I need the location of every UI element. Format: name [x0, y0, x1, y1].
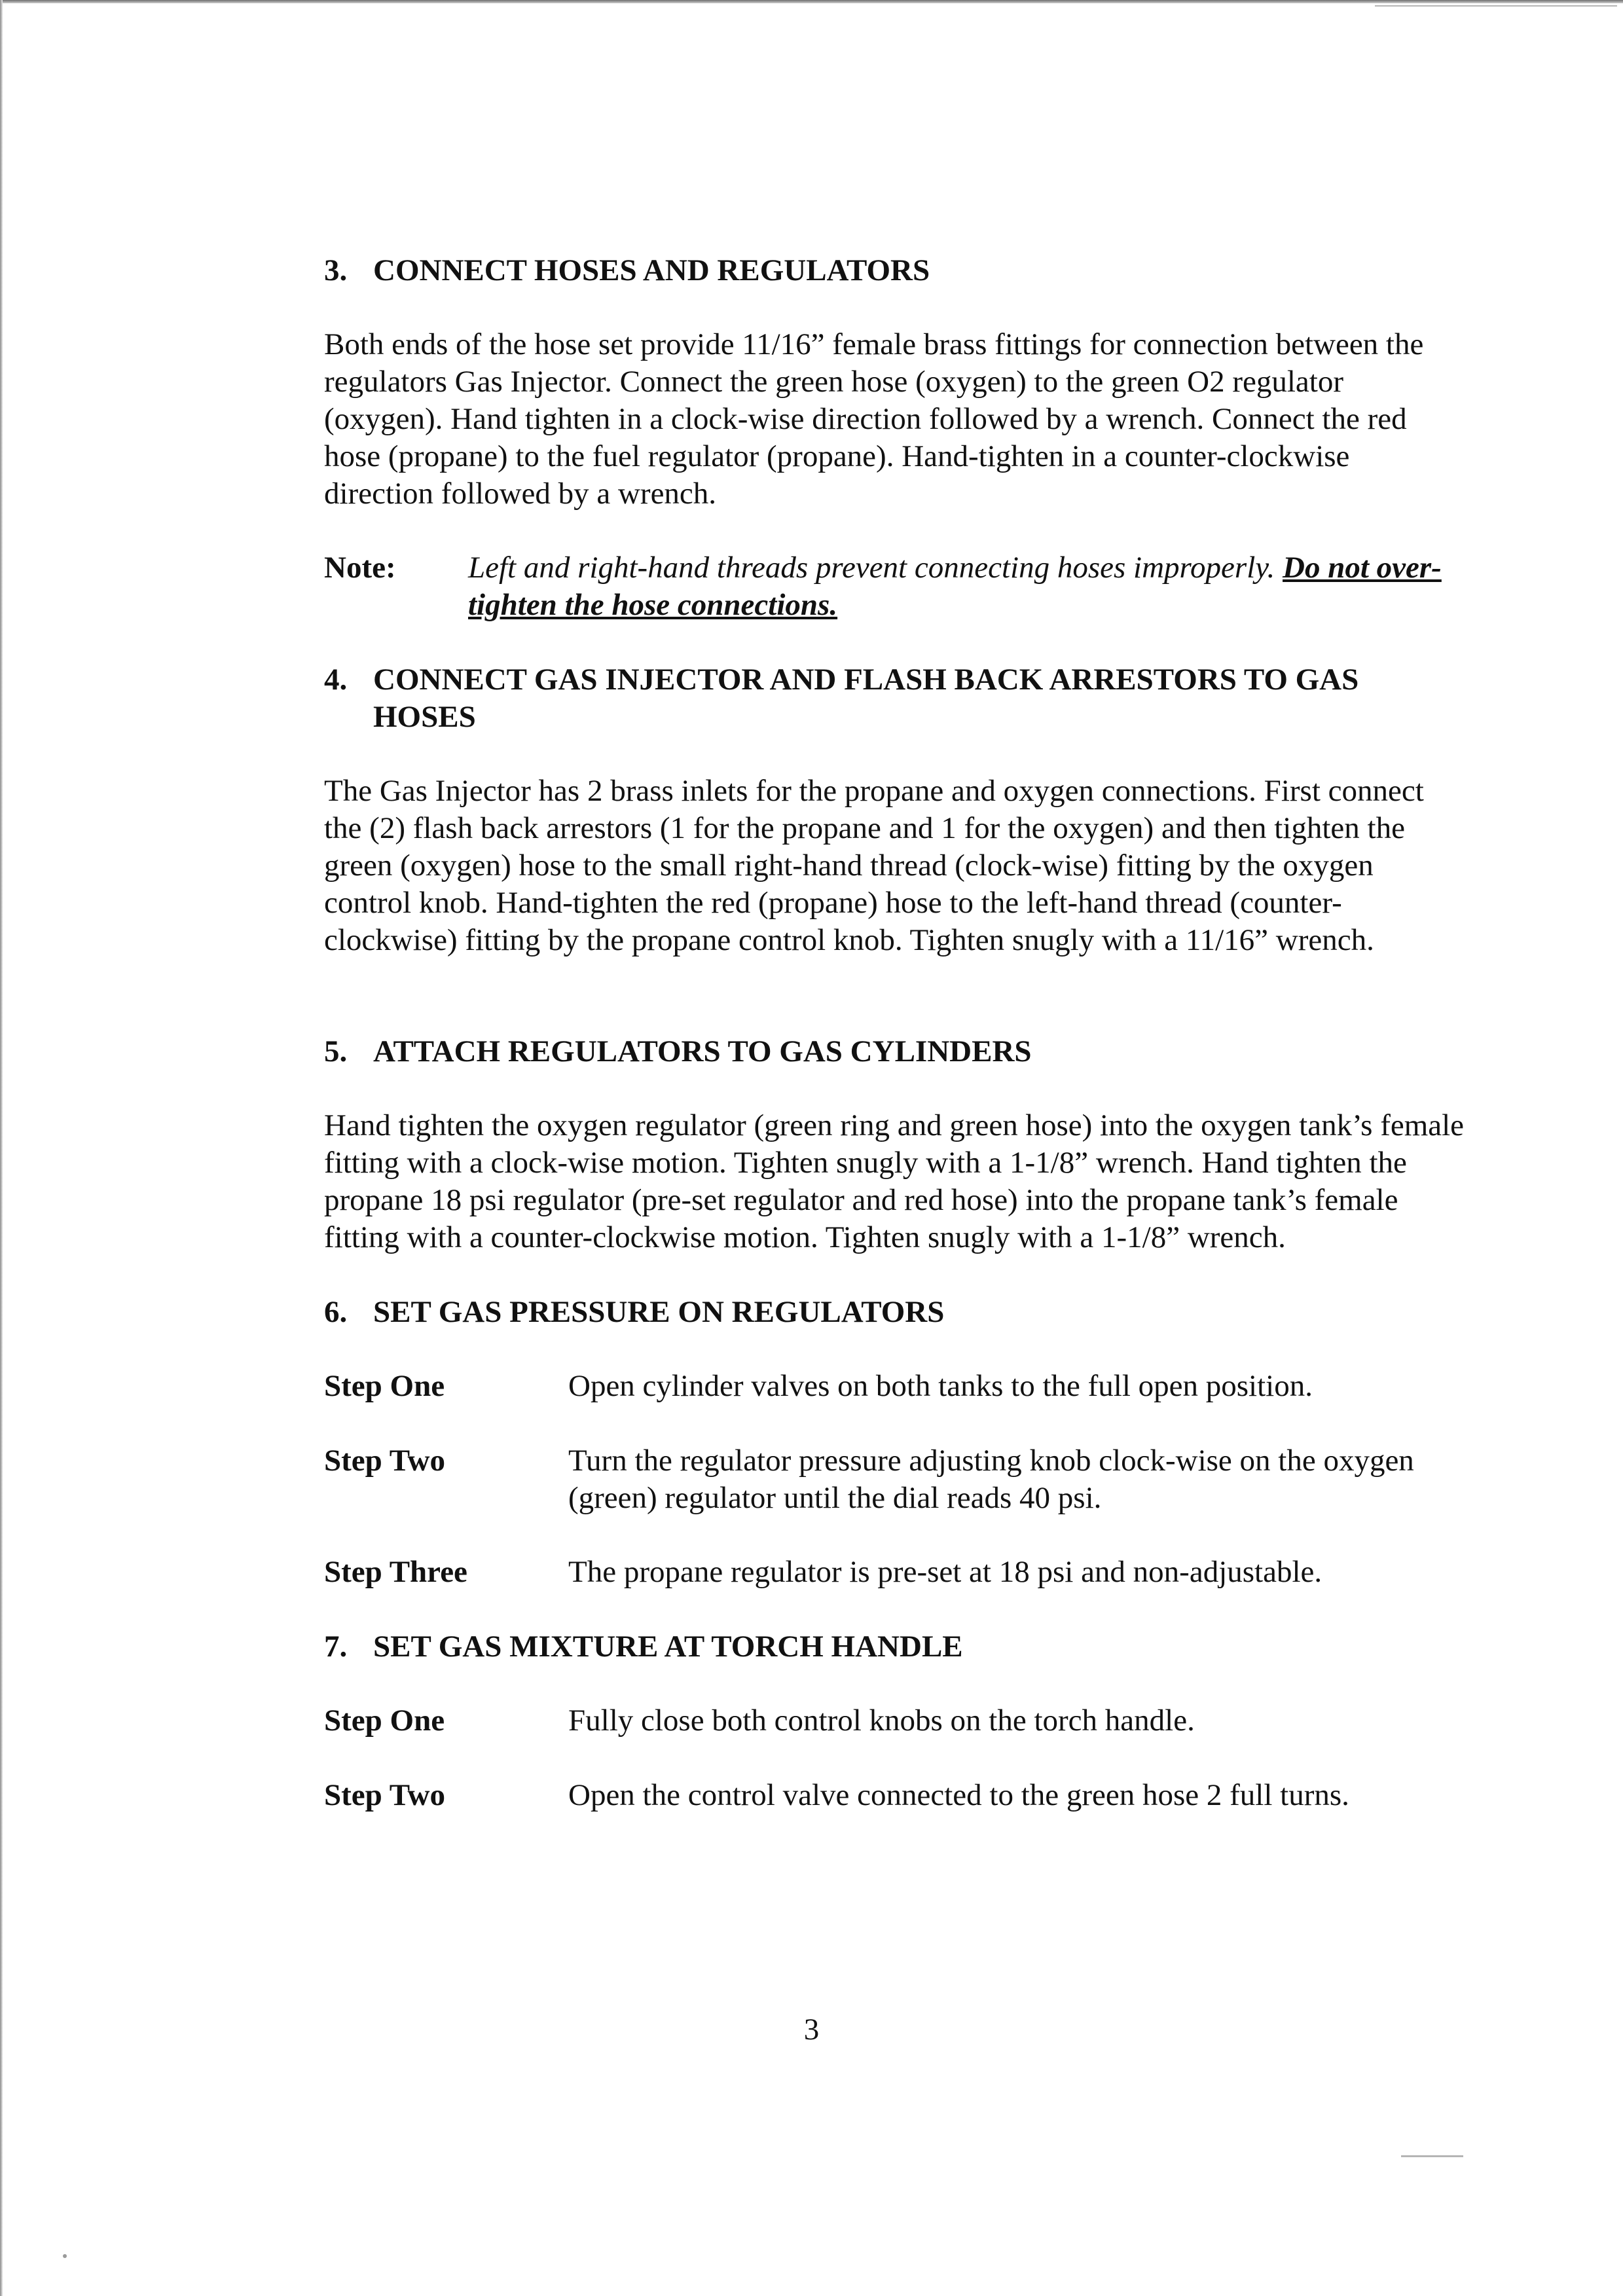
- page-number: 3: [803, 2013, 820, 2047]
- note-emphasis: Do not over-tighten the hose connections.: [468, 551, 1442, 622]
- step-label: Step Two: [324, 1444, 445, 1478]
- step-row: [324, 1702, 1467, 1740]
- step-row: [324, 1777, 1467, 1814]
- scan-speck: [63, 2254, 67, 2258]
- note-body: Left and right-hand threads prevent connecting hoses improperly.: [468, 551, 1283, 585]
- section-heading: [324, 1294, 1467, 1331]
- scan-mark: [1375, 5, 1617, 7]
- scan-edge-top: [0, 0, 1623, 3]
- section-number: 3.: [324, 253, 348, 287]
- step-text: Open cylinder valves on both tanks to the full open position.: [568, 1369, 1313, 1403]
- section-title: SET GAS PRESSURE ON REGULATORS: [373, 1295, 945, 1329]
- section-number: 4.: [324, 663, 348, 697]
- step-text: Turn the regulator pressure adjusting knob clock-wise on the oxygen (green) regulator until the dial reads 40 psi.: [568, 1444, 1414, 1515]
- section-paragraph: Hand tighten the oxygen regulator (green ring and green hose) into the oxygen tank’s female fitting with a clock-wise motion. Tighten snugly with a 1-1/8” wrench. Hand tighten the propane 18 psi regulator (pre-set regulator and red hose) into the propane tank’s female fitting with a counter-clockwise motion. Tighten snugly with a 1-1/8” wrench.: [324, 1108, 1465, 1254]
- section-heading: [324, 1628, 1467, 1666]
- section-number: 6.: [324, 1295, 348, 1329]
- section-title: SET GAS MIXTURE AT TORCH HANDLE: [373, 1630, 963, 1664]
- section-paragraph: The Gas Injector has 2 brass inlets for the propane and oxygen connections. First connect the (2) flash back arrestors (1 for the propane and 1 for the oxygen) and then tighten the green (oxygen) hose to the small right-hand thread (clock-wise) fitting by the oxygen control knob. Hand-tighten the red (propane) hose to the left-hand thread (counter-clockwise) fitting by the propane control knob. Tighten snugly with a 11/16” wrench.: [324, 774, 1424, 957]
- scan-edge-left: [0, 0, 3, 2296]
- section-heading: [324, 661, 1467, 736]
- section-heading: [324, 252, 1467, 289]
- scan-mark: [1401, 2155, 1463, 2157]
- section-heading: [324, 1033, 1467, 1070]
- note-text: [468, 549, 1467, 624]
- document-page: [324, 252, 1467, 1814]
- note-block: [324, 549, 1467, 624]
- step-label: Step Three: [324, 1555, 467, 1589]
- step-label: Step One: [324, 1369, 445, 1403]
- section-number: 5.: [324, 1034, 348, 1068]
- section-title: CONNECT HOSES AND REGULATORS: [373, 253, 930, 287]
- note-label: Note:: [324, 551, 396, 585]
- step-row: [324, 1554, 1467, 1591]
- step-text: Fully close both control knobs on the torch handle.: [568, 1704, 1195, 1738]
- step-text: The propane regulator is pre-set at 18 psi and non-adjustable.: [568, 1555, 1322, 1589]
- step-text: Open the control valve connected to the green hose 2 full turns.: [568, 1778, 1349, 1812]
- section-title: CONNECT GAS INJECTOR AND FLASH BACK ARRESTORS TO GAS HOSES: [373, 663, 1359, 734]
- step-row: [324, 1442, 1467, 1517]
- section-title: ATTACH REGULATORS TO GAS CYLINDERS: [373, 1034, 1032, 1068]
- section-number: 7.: [324, 1630, 348, 1664]
- section-paragraph: Both ends of the hose set provide 11/16” female brass fittings for connection between the regulators Gas Injector. Connect the green hose (oxygen) to the green O2 regulator (oxygen). Hand tighten in a clock-wise direction followed by a wrench. Connect the red hose (propane) to the fuel regulator (propane). Hand-tighten in a counter-clockwise direction followed by a wrench.: [324, 327, 1424, 511]
- step-label: Step Two: [324, 1778, 445, 1812]
- step-label: Step One: [324, 1704, 445, 1738]
- step-row: [324, 1368, 1467, 1405]
